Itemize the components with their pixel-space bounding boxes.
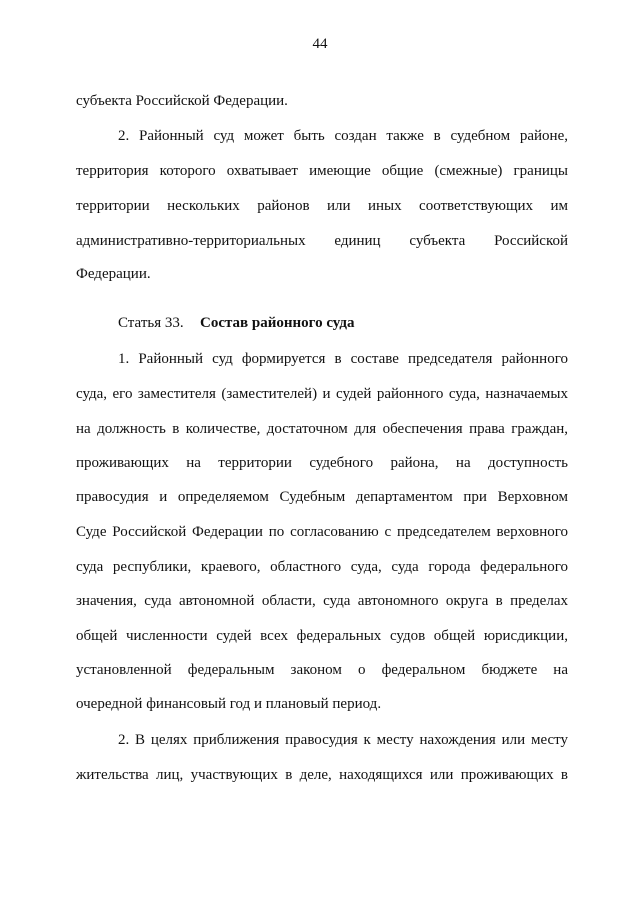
text-line: территории нескольких районов или иных соответствующих им [76, 198, 568, 214]
text-line: проживающих на территории судебного района, на доступность [76, 455, 568, 471]
text-line: на должность в количестве, достаточном для обеспечения права граждан, [76, 421, 568, 437]
text-line: 1. Районный суд формируется в составе председателя районного [118, 351, 568, 367]
text-line: общей численности судей всех федеральных судов общей юрисдикции, [76, 628, 568, 644]
text-line: территория которого охватывает имеющие общие (смежные) границы [76, 163, 568, 179]
article-number: Статья 33. [118, 315, 184, 331]
page-number: 44 [312, 36, 328, 52]
text-line: установленной федеральным законом о федеральном бюджете на [76, 662, 568, 678]
article-title: Состав районного суда [200, 315, 355, 331]
text-line: очередной финансовый год и плановый период. [76, 696, 382, 712]
text-line: 2. Районный суд может быть создан также в судебном районе, [118, 128, 568, 144]
text-line: суда, его заместителя (заместителей) и судей районного суда, назначаемых [76, 386, 568, 402]
text-line: правосудия и определяемом Судебным департаментом при Верховном [76, 489, 568, 505]
text-line: Суде Российской Федерации по согласованию с председателем верховного [76, 524, 568, 540]
text-line: субъекта Российской Федерации. [76, 93, 288, 109]
text-line: 2. В целях приближения правосудия к месту нахождения или месту [118, 732, 568, 748]
article-heading [118, 314, 354, 332]
text-line: административно-территориальных единиц субъекта Российской [76, 233, 568, 249]
text-line: суда республики, краевого, областного суда, суда города федерального [76, 559, 568, 575]
text-line: значения, суда автономной области, суда автономного округа в пределах [76, 593, 568, 609]
text-line: Федерации. [76, 266, 151, 282]
text-line: жительства лиц, участвующих в деле, находящихся или проживающих в [76, 767, 568, 783]
